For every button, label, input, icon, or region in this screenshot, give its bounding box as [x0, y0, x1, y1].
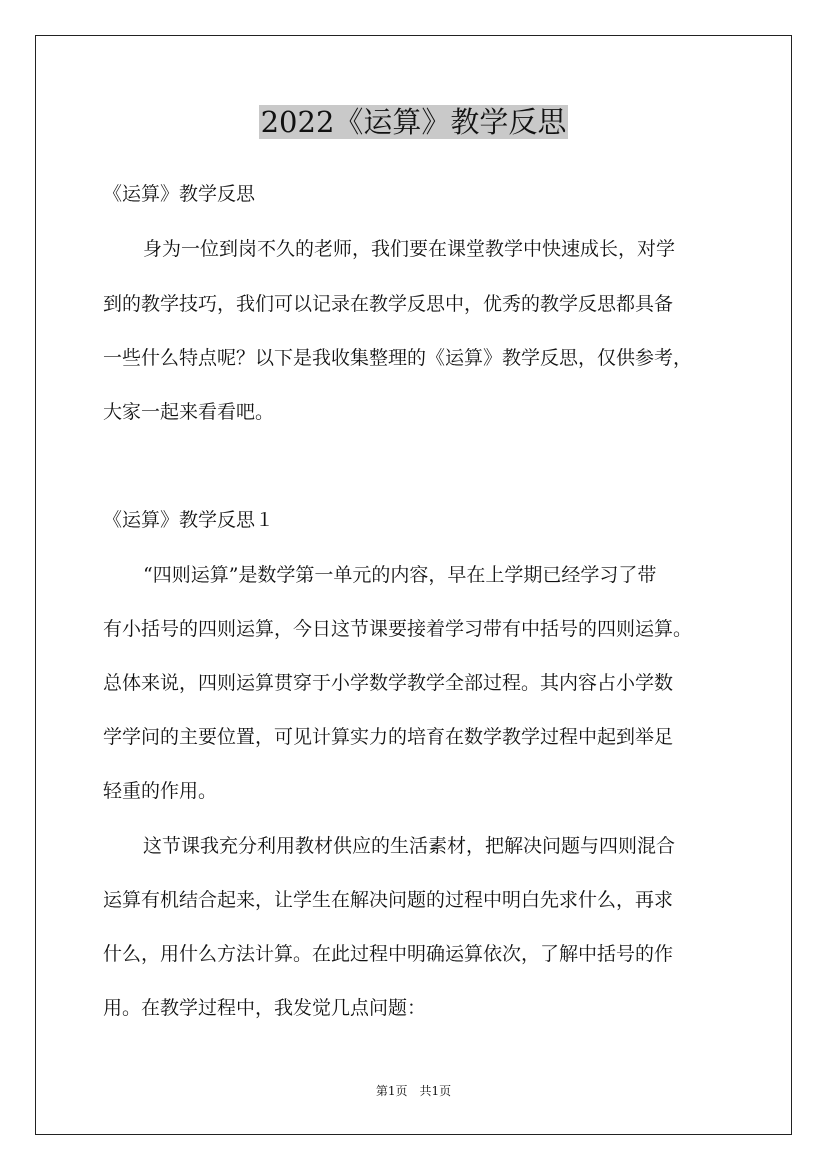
paragraph-1-line: 总体来说，四则运算贯穿于小学数学教学全部过程。其内容占小学数 [103, 672, 674, 694]
section-heading-1: 《运算》教学反思１ [103, 509, 275, 531]
paragraph-1-line: “四则运算”是数学第一单元的内容，早在上学期已经学习了带 [143, 564, 657, 586]
paragraph-2-line: 这节课我充分利用教材供应的生活素材，把解决问题与四则混合 [143, 835, 676, 857]
intro-line: 一些什么特点呢？以下是我收集整理的《运算》教学反思，仅供参考， [103, 347, 693, 369]
intro-line: 大家一起来看看吧。 [103, 401, 275, 423]
paragraph-2-line: 运算有机结合起来，让学生在解决问题的过程中明白先求什么，再求 [103, 889, 674, 911]
paragraph-1-line: 学学问的主要位置，可见计算实力的培育在数学教学过程中起到举足 [103, 726, 674, 748]
intro-line: 到的教学技巧，我们可以记录在教学反思中，优秀的教学反思都具备 [103, 293, 674, 315]
section-heading-main: 《运算》教学反思 [103, 183, 256, 205]
paragraph-1-line: 有小括号的四则运算，今日这节课要接着学习带有中括号的四则运算。 [103, 618, 693, 640]
document-title-text: 2022《运算》教学反思 [260, 105, 567, 139]
paragraph-2-line: 什么，用什么方法计算。在此过程中明确运算依次，了解中括号的作 [103, 943, 674, 965]
paragraph-2-line: 用。在教学过程中，我发觉几点问题： [103, 997, 427, 1019]
paragraph-1-line: 轻重的作用。 [103, 780, 218, 802]
page-footer: 第1页 共1页 [375, 1084, 452, 1098]
intro-line: 身为一位到岗不久的老师，我们要在课堂教学中快速成长，对学 [143, 238, 676, 260]
document-title [0, 100, 827, 144]
